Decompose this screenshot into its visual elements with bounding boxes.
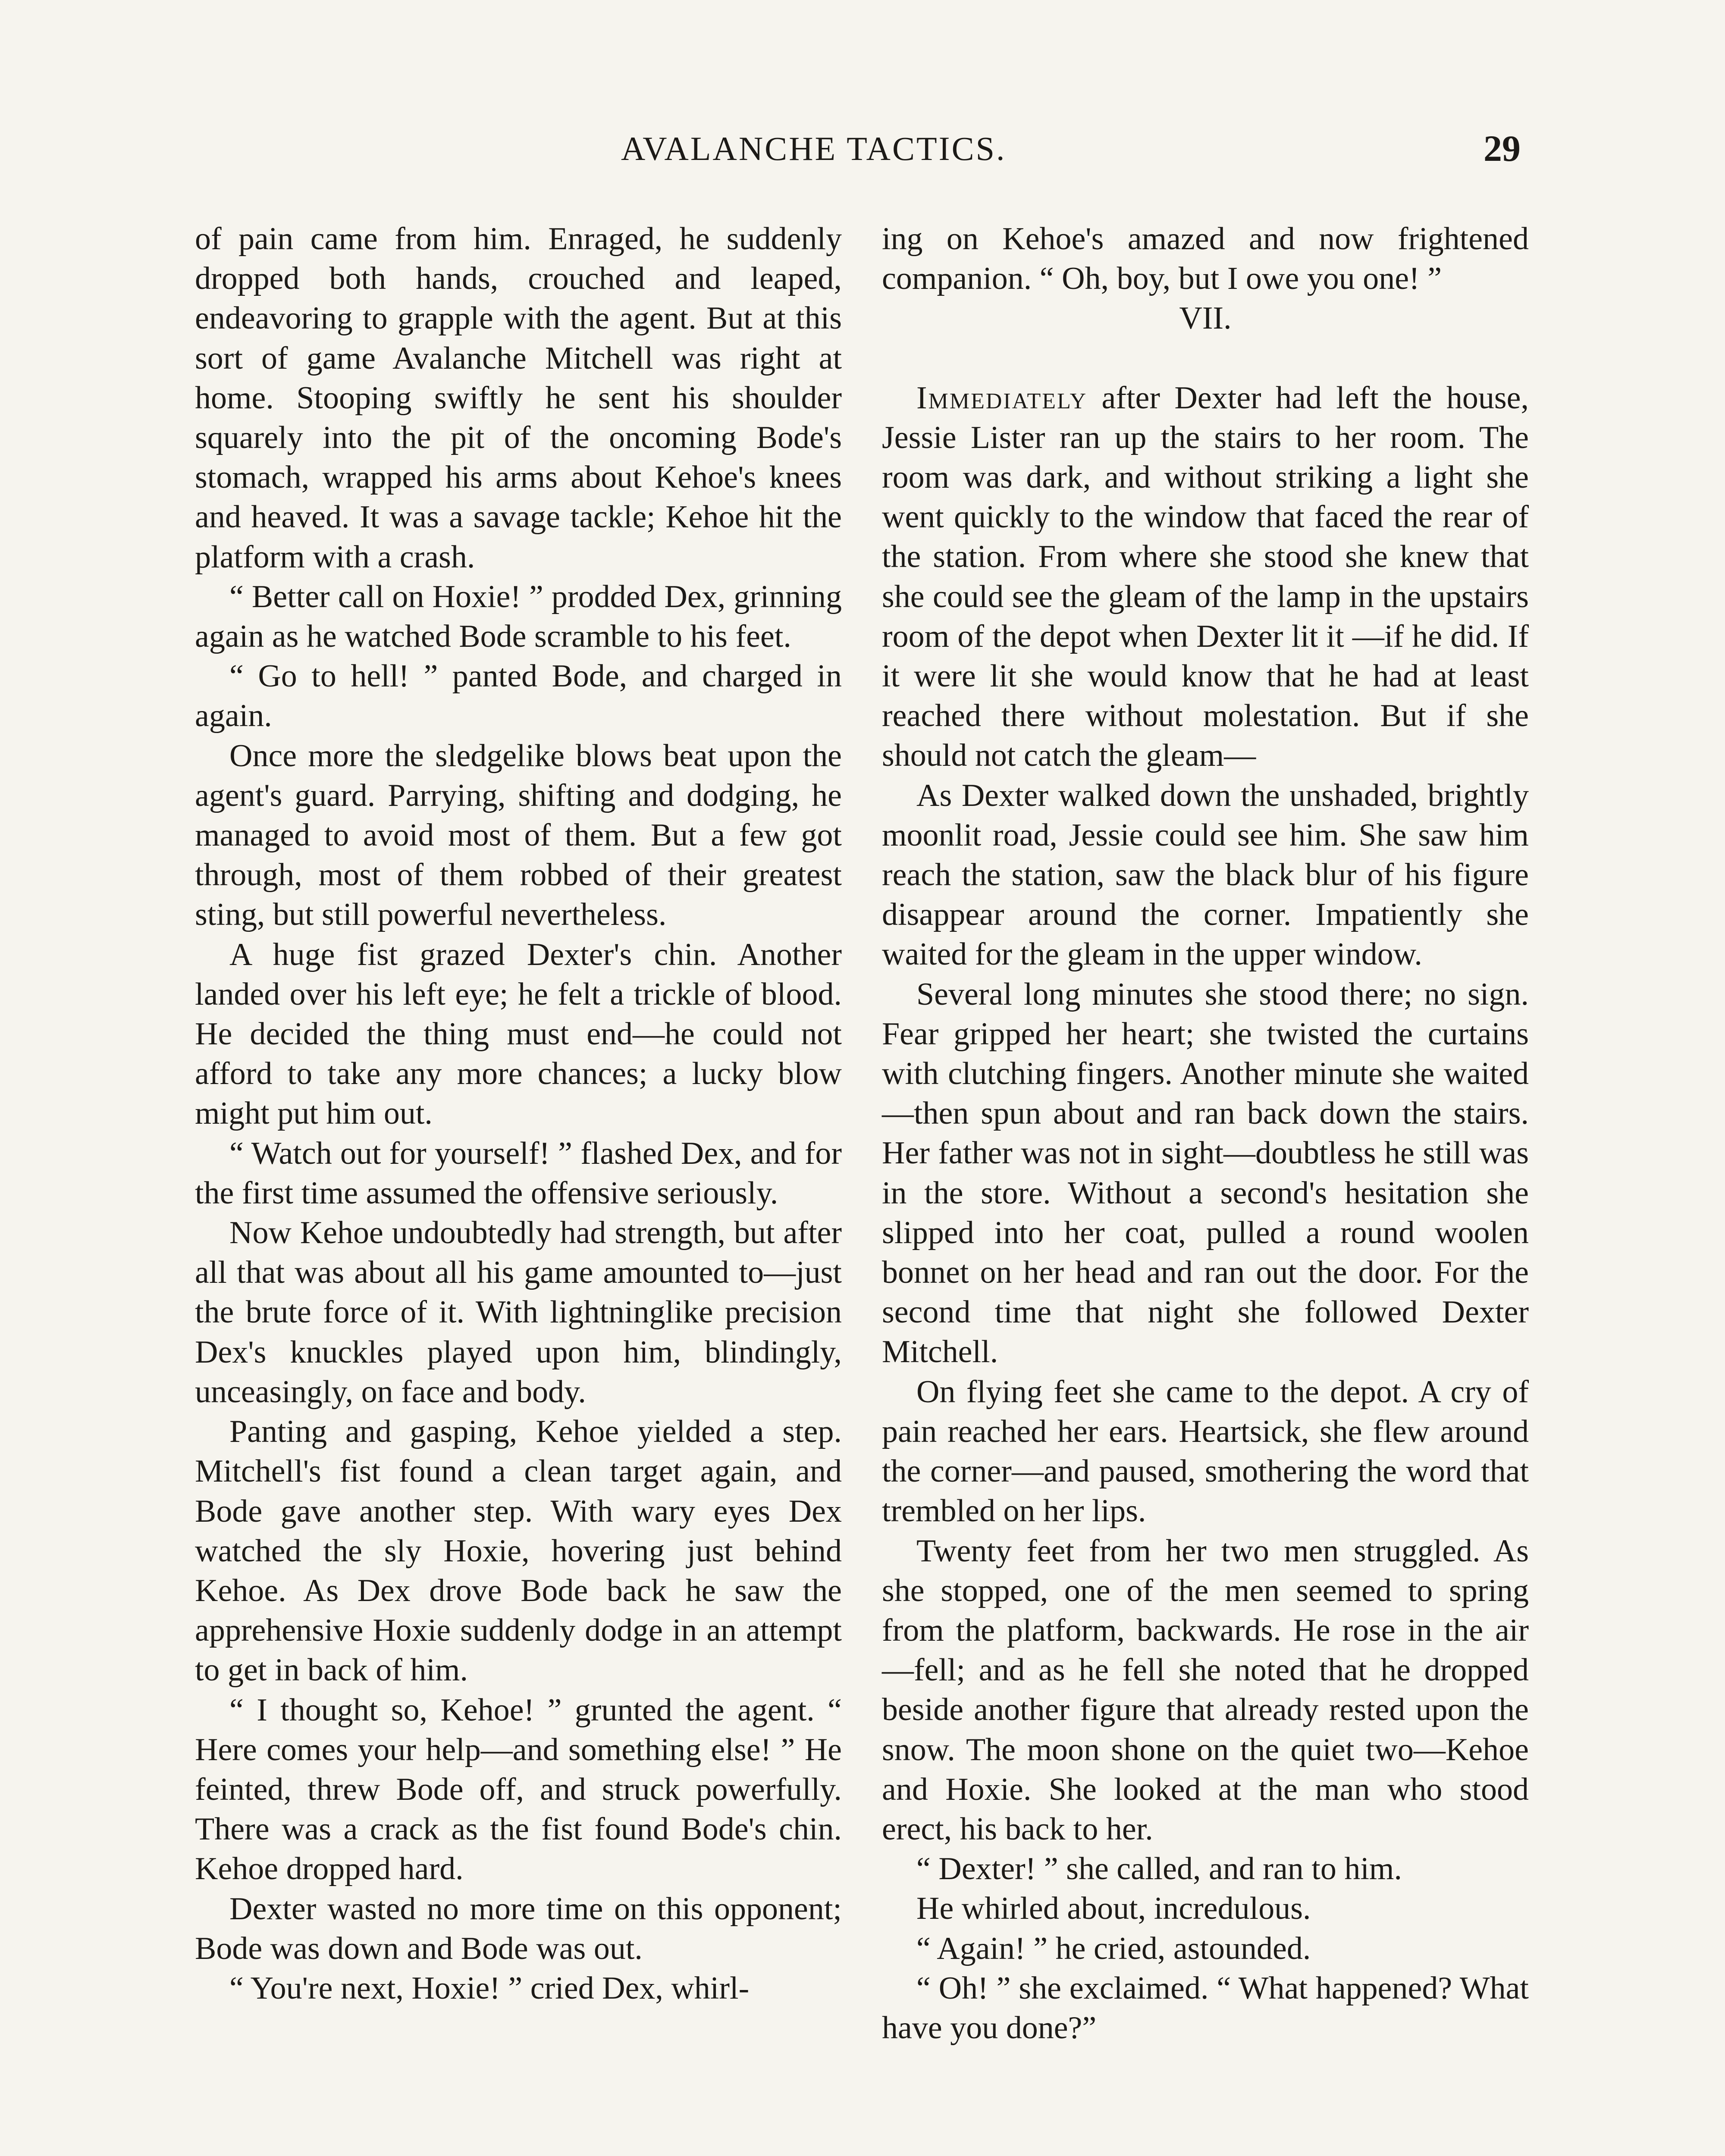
paragraph: “ Better call on Hoxie! ” prodded Dex, grinning again as he watched Bode scramble to his feet. <box>195 579 842 655</box>
paragraph: “ Go to hell! ” panted Bode, and charged in again. <box>195 658 842 734</box>
opening-smallcaps: Immediately <box>916 380 1088 416</box>
paragraph: A huge fist grazed Dexter's chin. Another landed over his left eye; he felt a trickle of blood. He decided the thing must end—he could not afford to take any more chances; a lucky blow might put him out. <box>195 937 842 1131</box>
page-header <box>0 129 1725 190</box>
paragraph: Dexter wasted no more time on this opponent; Bode was down and Bode was out. <box>195 1891 842 1966</box>
paragraph: Now Kehoe undoubtedly had strength, but after all that was about all his game amounted to—just the brute force of it. With lightninglike precision Dex's knuckles played upon him, blindingly, unceasingly, on face and body. <box>195 1215 842 1410</box>
section-heading: VII. <box>1179 301 1232 336</box>
paragraph: Several long minutes she stood there; no sign. Fear gripped her heart; she twisted the curtains with clutching fingers. Another minute she waited—then spun about and ran back down the stairs. Her father was not in sight—doubtless he still was in the store. Without a second's hesitation she slipped into her coat, pulled a round woolen bonnet on her head and ran out the door. For the second time that night she followed Dexter Mitchell. <box>882 976 1529 1370</box>
page-number: 29 <box>1484 128 1521 169</box>
paragraph: “ Dexter! ” she called, and ran to him. <box>916 1851 1402 1887</box>
paragraph: He whirled about, incredulous. <box>916 1891 1311 1927</box>
paragraph: On flying feet she came to the depot. A cry of pain reached her ears. Heartsick, she flew around the corner—and paused, smothering the word that trembled on her lips. <box>882 1374 1529 1529</box>
paragraph: “ You're next, Hoxie! ” cried Dex, whirl- <box>229 1970 750 2006</box>
paragraph: of pain came from him. Enraged, he suddenly dropped both hands, crouched and leaped, endeavoring to grapple with the agent. But at this sort of game Avalanche Mitchell was right at home. Stooping swiftly he sent his shoulder squarely into the pit of the oncoming Bode's stomach, wrapped his arms about Kehoe's knees and heaved. It was a savage tackle; Kehoe hit the platform with a crash. <box>195 221 842 575</box>
paragraph: “ I thought so, Kehoe! ” grunted the agent. “ Here comes your help—and something else! ” He feinted, threw Bode off, and struck powerfully. There was a crack as the fist found Bode's chin. Kehoe dropped hard. <box>195 1692 842 1887</box>
opening-paragraph <box>882 378 1529 776</box>
opening-text: after Dexter had left the house, Jessie Lister ran up the stairs to her room. The room was dark, and without striking a light she went quickly to the window that faced the rear of the station. From where she stood she knew that she could see the gleam of the lamp in the upstairs room of the depot when Dexter lit it —if he did. If it were lit she would know that he had at least reached there without molestation. But if she should not catch the gleam— <box>882 380 1529 774</box>
paragraph: “ Watch out for yourself! ” flashed Dex, and for the first time assumed the offensive seriously. <box>195 1135 842 1211</box>
paragraph: Once more the sledgelike blows beat upon the agent's guard. Parrying, shifting and dodging, he managed to avoid most of them. But a few got through, most of them robbed of their greatest sting, but still powerful nevertheless. <box>195 738 842 933</box>
running-title: AVALANCHE TACTICS. <box>621 130 1007 167</box>
paragraph: “ Again! ” he cried, astounded. <box>916 1930 1311 1966</box>
paragraph: “ Oh! ” she exclaimed. “ What happened? What have you done?” <box>882 1970 1529 2046</box>
left-column <box>195 219 842 2008</box>
paragraph: Twenty feet from her two men struggled. As she stopped, one of the men seemed to spring from the platform, backwards. He rose in the air—fell; and as he fell she noted that he dropped beside another figure that already rested upon the snow. The moon shone on the quiet two—Kehoe and Hoxie. She looked at the man who stood erect, his back to her. <box>882 1533 1529 1847</box>
paragraph-continuation: ing on Kehoe's amazed and now frightened companion. “ Oh, boy, but I owe you one! ” <box>882 221 1529 297</box>
paragraph: As Dexter walked down the unshaded, brightly moonlit road, Jessie could see him. She saw him reach the station, saw the black blur of his figure disappear around the corner. Impatiently she waited for the gleam in the upper window. <box>882 777 1529 972</box>
paragraph: Panting and gasping, Kehoe yielded a step. Mitchell's fist found a clean target again, and Bode gave another step. With wary eyes Dex watched the sly Hoxie, hovering just behind Kehoe. As Dex drove Bode back he saw the apprehensive Hoxie suddenly dodge in an attempt to get in back of him. <box>195 1414 842 1688</box>
right-column <box>882 219 1529 2048</box>
